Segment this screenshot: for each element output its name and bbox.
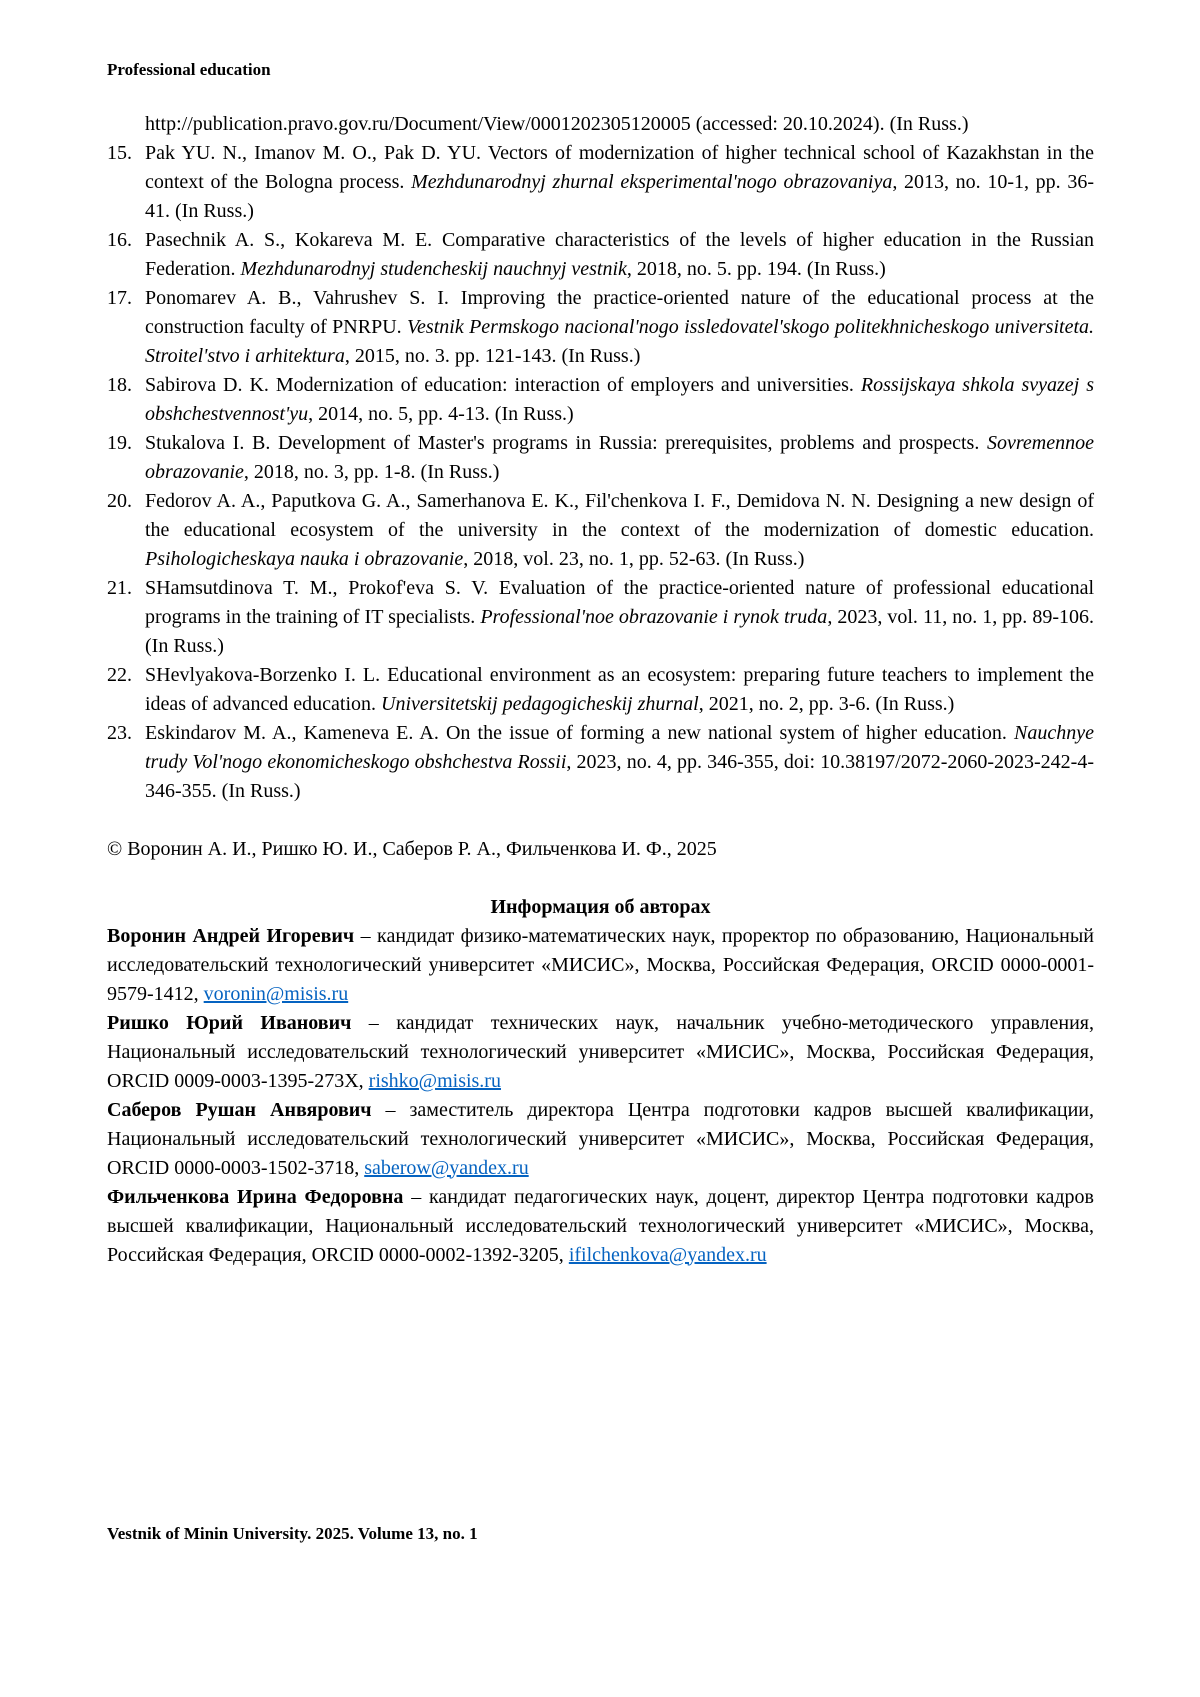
author-info (107, 1009, 1094, 1096)
author-info (107, 1096, 1094, 1183)
author-description: – кандидат физико-математических наук, проректор по образованию, Национальный исследовательский технологический университет «МИСИС», Москва, Российская Федерация, ORCID 0000-0001-9579-1412, (107, 924, 1094, 1005)
reference-number: 17. (107, 286, 132, 309)
journal-title: Rossijskaya shkola svyazej s obshchestvennost'yu (145, 373, 1094, 425)
journal-title: Mezhdunarodnyj zhurnal eksperimental'nogo obrazovaniya (411, 170, 893, 193)
reference-number: 18. (107, 373, 132, 396)
reference-item (107, 487, 1094, 574)
authors-section-title: Информация об авторах (490, 895, 711, 918)
reference-text: , 2021, no. 2, pp. 3-6. (In Russ.) (698, 692, 955, 715)
author-name: Саберов Рушан Анвярович (107, 1098, 372, 1121)
reference-number: 21. (107, 576, 132, 599)
author-info (107, 922, 1094, 1009)
reference-text: Pasechnik A. S., Kokareva M. E. Comparative characteristics of the levels of higher education in the Russian Federation. (145, 228, 1094, 280)
reference-item (107, 226, 1094, 284)
journal-title: Vestnik Permskogo nacional'nogo issledovatel'skogo politekhnicheskogo universiteta. Stroitel'stvo i arhitektura (145, 315, 1095, 367)
reference-item (107, 429, 1094, 487)
reference-text: http://publication.pravo.gov.ru/Document/View/0001202305120005 (accessed: 20.10.2024). (In Russ.) (145, 112, 969, 135)
references-list (107, 110, 1094, 806)
author-description: – кандидат технических наук, начальник учебно-методического управления, Национальный исследовательский технологический университет «МИСИС», Москва, Российская Федерация, ORCID 0009-0003-1395-273X, (107, 1011, 1095, 1092)
reference-text: Fedorov A. A., Paputkova G. A., Samerhanova E. K., Fil'chenkova I. F., Demidova N. N. Designing a new design of the educational ecosystem of the university in the context of the modernization of domestic education. (145, 489, 1094, 541)
reference-item (107, 139, 1094, 226)
reference-item (107, 110, 1094, 139)
author-info (107, 1183, 1094, 1270)
author-name: Ришко Юрий Иванович (107, 1011, 352, 1034)
author-description: – заместитель директора Центра подготовки кадров высшей квалификации, Национальный исследовательский технологический университет «МИСИС», Москва, Российская Федерация, ORCID 0000-0003-1502-3718, (107, 1098, 1094, 1179)
reference-text: SHevlyakova-Borzenko I. L. Educational environment as an ecosystem: preparing future teachers to implement the ideas of advanced education. (145, 663, 1094, 715)
reference-text: , 2018, no. 5. pp. 194. (In Russ.) (626, 257, 886, 280)
journal-title: Professional'noe obrazovanie i rynok truda (480, 605, 828, 628)
reference-text: , 2014, no. 5, pp. 4-13. (In Russ.) (308, 402, 574, 425)
journal-footer: Vestnik of Minin University. 2025. Volume 13, no. 1 (107, 1524, 478, 1544)
reference-text: , 2015, no. 3. pp. 121-143. (In Russ.) (344, 344, 641, 367)
reference-item (107, 371, 1094, 429)
author-email-link[interactable]: rishko@misis.ru (368, 1069, 501, 1092)
reference-text: Pak YU. N., Imanov M. O., Pak D. YU. Vectors of modernization of higher technical school of Kazakhstan in the context of the Bologna process. (145, 141, 1094, 193)
reference-text: , 2023, vol. 11, no. 1, pp. 89-106. (In Russ.) (145, 605, 1094, 657)
reference-number: 19. (107, 431, 132, 454)
reference-item (107, 574, 1094, 661)
reference-text: Stukalova I. B. Development of Master's programs in Russia: prerequisites, problems and prospects. (145, 431, 987, 454)
reference-number: 16. (107, 228, 132, 251)
reference-text: SHamsutdinova T. M., Prokof'eva S. V. Evaluation of the practice-oriented nature of professional educational programs in the training of IT specialists. (145, 576, 1094, 628)
reference-text: , 2018, vol. 23, no. 1, pp. 52-63. (In Russ.) (463, 547, 805, 570)
journal-title: Universitetskij pedagogicheskij zhurnal (381, 692, 699, 715)
author-name: Воронин Андрей Игоревич (107, 924, 355, 947)
reference-number: 22. (107, 663, 132, 686)
copyright-line: © Воронин А. И., Ришко Ю. И., Саберов Р. А., Фильченкова И. Ф., 2025 (107, 837, 717, 860)
reference-number: 23. (107, 721, 132, 744)
journal-title: Mezhdunarodnyj studencheskij nauchnyj vestnik (240, 257, 627, 280)
reference-text: Ponomarev A. B., Vahrushev S. I. Improving the practice-oriented nature of the educational process at the construction faculty of PNRPU. (145, 286, 1094, 338)
author-name: Фильченкова Ирина Федоровна (107, 1185, 404, 1208)
author-description: – кандидат педагогических наук, доцент, директор Центра подготовки кадров высшей квалификации, Национальный исследовательский технологический университет «МИСИС», Москва, Российская Федерация, ORCID 0000-0002-1392-3205, (107, 1185, 1094, 1266)
reference-number: 20. (107, 489, 132, 512)
reference-item (107, 719, 1094, 806)
reference-text: , 2013, no. 10-1, pp. 36-41. (In Russ.) (145, 170, 1094, 222)
journal-title: Psihologicheskaya nauka i obrazovanie (145, 547, 464, 570)
reference-number: 15. (107, 141, 132, 164)
running-head: Professional education (107, 60, 271, 79)
reference-item (107, 661, 1094, 719)
reference-item (107, 284, 1094, 371)
journal-title: Sovremennoe obrazovanie (145, 431, 1094, 483)
reference-text: Eskindarov M. A., Kameneva E. A. On the issue of forming a new national system of higher education. (145, 721, 1015, 744)
reference-text: , 2023, no. 4, pp. 346-355, doi: 10.38197/2072-2060-2023-242-4-346-355. (In Russ.) (145, 750, 1094, 802)
reference-text: , 2018, no. 3, pp. 1-8. (In Russ.) (243, 460, 500, 483)
journal-title: Nauchnye trudy Vol'nogo ekonomicheskogo obshchestva Rossii (145, 721, 1094, 773)
author-email-link[interactable]: voronin@misis.ru (203, 982, 349, 1005)
author-email-link[interactable]: saberow@yandex.ru (364, 1156, 529, 1179)
reference-text: Sabirova D. K. Modernization of education: interaction of employers and universities. (145, 373, 861, 396)
authors-list (107, 922, 1094, 1270)
author-email-link[interactable]: ifilchenkova@yandex.ru (568, 1243, 767, 1266)
